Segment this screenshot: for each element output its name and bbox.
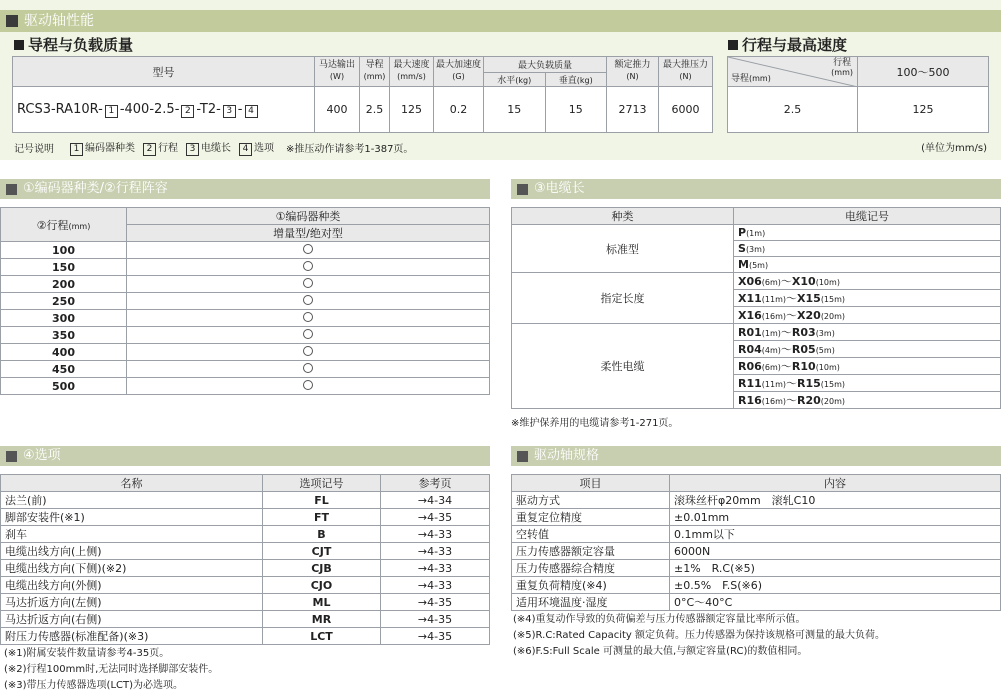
cable-type-flexible: 柔性电缆 bbox=[512, 324, 734, 409]
stroke-col-header: ②行程(mm) bbox=[1, 208, 127, 242]
push-note: ※推压动作请参考1-387页。 bbox=[286, 144, 414, 155]
drive-notes bbox=[513, 612, 885, 660]
cable-code-row: R06(6m)～R10(10m) bbox=[734, 358, 1001, 375]
legend bbox=[14, 139, 413, 156]
drive-item: 重复负荷精度(※4) bbox=[512, 577, 670, 594]
circle-icon bbox=[303, 244, 313, 254]
col-max-push: 最大推压力 (N) bbox=[659, 57, 713, 87]
performance-panel bbox=[0, 0, 1001, 160]
legend-item-1: 1 编码器种类 bbox=[68, 139, 135, 156]
val-max-accel: 0.2 bbox=[434, 87, 484, 133]
val-motor-output: 400 bbox=[315, 87, 360, 133]
col-rated-thrust: 额定推力 (N) bbox=[607, 57, 659, 87]
drive-value: 6000N bbox=[670, 543, 1001, 560]
section-marker-icon bbox=[6, 184, 17, 195]
col-horizontal: 水平(kg) bbox=[484, 73, 546, 87]
cable-code-row: R11(11m)～R15(15m) bbox=[734, 375, 1001, 392]
circle-icon bbox=[303, 278, 313, 288]
cable-col-code: 电缆记号 bbox=[734, 208, 1001, 225]
square-bullet-icon bbox=[728, 40, 738, 50]
option-note: (※3)带压力传感器选项(LCT)为必选项。 bbox=[4, 680, 184, 691]
available-mark bbox=[127, 361, 490, 378]
available-mark bbox=[127, 327, 490, 344]
option-code: B bbox=[263, 526, 381, 543]
drive-item: 驱动方式 bbox=[512, 492, 670, 509]
drive-col-item: 项目 bbox=[512, 475, 670, 492]
option-page-link[interactable]: →4-34 bbox=[381, 492, 490, 509]
col-model: 型号 bbox=[13, 57, 315, 87]
option-name: 马达折返方向(右侧) bbox=[1, 611, 263, 628]
drive-item: 适用环境温度·湿度 bbox=[512, 594, 670, 611]
val-lead: 2.5 bbox=[360, 87, 390, 133]
stroke-speed-title-text: 行程与最高速度 bbox=[742, 36, 848, 54]
speed-diag-header bbox=[728, 57, 858, 87]
stroke-row: 500 bbox=[1, 378, 127, 395]
stroke-row: 200 bbox=[1, 276, 127, 293]
legend-item-4: 4 选项 bbox=[237, 139, 274, 156]
legend-item-2: 2 行程 bbox=[141, 139, 178, 156]
cable-code-row: P(1m) bbox=[734, 225, 1001, 241]
val-horizontal: 15 bbox=[484, 87, 546, 133]
cable-code-row: R04(4m)～R05(5m) bbox=[734, 341, 1001, 358]
option-name: 电缆出线方向(外侧) bbox=[1, 577, 263, 594]
code-box-4: 4 bbox=[245, 105, 258, 118]
cable-code-row: X11(11m)～X15(15m) bbox=[734, 290, 1001, 307]
val-rated-thrust: 2713 bbox=[607, 87, 659, 133]
spec-table bbox=[12, 56, 713, 133]
option-name: 法兰(前) bbox=[1, 492, 263, 509]
code-box-1: 1 bbox=[105, 105, 118, 118]
opt-col-name: 名称 bbox=[1, 475, 263, 492]
cable-code-row: R01(1m)～R03(3m) bbox=[734, 324, 1001, 341]
available-mark bbox=[127, 378, 490, 395]
model-code: RCS3-RA10R- 1 -400-2.5- 2 -T2- 3 - 4 bbox=[13, 87, 315, 133]
cable-col-type: 种类 bbox=[512, 208, 734, 225]
drive-item: 压力传感器综合精度 bbox=[512, 560, 670, 577]
option-code: ML bbox=[263, 594, 381, 611]
option-name: 电缆出线方向(下侧)(※2) bbox=[1, 560, 263, 577]
available-mark bbox=[127, 276, 490, 293]
opt-col-code: 选项记号 bbox=[263, 475, 381, 492]
option-code: FT bbox=[263, 509, 381, 526]
circle-icon bbox=[303, 312, 313, 322]
circle-icon bbox=[303, 261, 313, 271]
option-page-link[interactable]: →4-33 bbox=[381, 577, 490, 594]
option-page-link[interactable]: →4-35 bbox=[381, 509, 490, 526]
unit-note: (单位为mm/s) bbox=[921, 143, 987, 154]
drive-value: ±0.01mm bbox=[670, 509, 1001, 526]
option-name: 脚部安装件(※1) bbox=[1, 509, 263, 526]
drive-value: ±0.5% F.S(※6) bbox=[670, 577, 1001, 594]
options-title: ④选项 bbox=[23, 448, 61, 463]
circle-icon bbox=[303, 380, 313, 390]
option-page-link[interactable]: →4-33 bbox=[381, 543, 490, 560]
option-code: CJO bbox=[263, 577, 381, 594]
stroke-range: 100～500 bbox=[858, 57, 989, 87]
available-mark bbox=[127, 259, 490, 276]
cable-note: ※维护保养用的电缆请参考1-271页。 bbox=[511, 418, 679, 429]
drive-spec-header bbox=[511, 446, 1001, 466]
stroke-row: 400 bbox=[1, 344, 127, 361]
available-mark bbox=[127, 344, 490, 361]
code-box-3: 3 bbox=[223, 105, 236, 118]
option-name: 电缆出线方向(上侧) bbox=[1, 543, 263, 560]
val-vertical: 15 bbox=[545, 87, 607, 133]
encoder-sub-header: 增量型/绝对型 bbox=[127, 225, 490, 242]
encoder-table bbox=[0, 207, 490, 395]
drive-value: 0.1mm以下 bbox=[670, 526, 1001, 543]
circle-icon bbox=[303, 295, 313, 305]
stroke-label: 行程 (mm) bbox=[831, 58, 853, 77]
performance-title: 驱动轴性能 bbox=[24, 13, 94, 29]
options-header bbox=[0, 446, 490, 466]
section-marker-icon bbox=[6, 15, 18, 27]
option-name: 附压力传感器(标准配备)(※3) bbox=[1, 628, 263, 645]
drive-note: (※5)R.C:Rated Capacity 额定负荷。压力传感器为保持该规格可测量的最大负荷。 bbox=[513, 630, 886, 641]
drive-value: 0°C～40°C bbox=[670, 594, 1001, 611]
drive-item: 压力传感器额定容量 bbox=[512, 543, 670, 560]
circle-icon bbox=[303, 346, 313, 356]
cable-title: ③电缆长 bbox=[534, 181, 585, 196]
option-code: MR bbox=[263, 611, 381, 628]
cable-table bbox=[511, 207, 1001, 409]
available-mark bbox=[127, 310, 490, 327]
drive-item: 重复定位精度 bbox=[512, 509, 670, 526]
legend-item-3: 3 电缆长 bbox=[184, 139, 231, 156]
cable-code-row: R16(16m)～R20(20m) bbox=[734, 392, 1001, 409]
stroke-row: 250 bbox=[1, 293, 127, 310]
guide-load-title bbox=[14, 34, 133, 55]
stroke-row: 450 bbox=[1, 361, 127, 378]
stroke-row: 150 bbox=[1, 259, 127, 276]
col-motor-output: 马达输出 (W) bbox=[315, 57, 360, 87]
drive-spec-table bbox=[511, 474, 1001, 611]
section-marker-icon bbox=[6, 451, 17, 462]
cable-code-row: X06(6m)～X10(10m) bbox=[734, 273, 1001, 290]
available-mark bbox=[127, 293, 490, 310]
drive-value: 滚珠丝杆φ20mm 滚轧C10 bbox=[670, 492, 1001, 509]
col-lead: 导程 (mm) bbox=[360, 57, 390, 87]
option-name: 马达折返方向(左侧) bbox=[1, 594, 263, 611]
drive-value: ±1% R.C(※5) bbox=[670, 560, 1001, 577]
options-notes bbox=[4, 646, 218, 694]
cable-type-standard: 标准型 bbox=[512, 225, 734, 273]
circle-icon bbox=[303, 329, 313, 339]
option-page-link[interactable]: →4-35 bbox=[381, 628, 490, 645]
cable-code-row: X16(16m)～X20(20m) bbox=[734, 307, 1001, 324]
available-mark bbox=[127, 242, 490, 259]
encoder-header bbox=[0, 179, 490, 199]
col-max-speed: 最大速度 (mm/s) bbox=[390, 57, 434, 87]
drive-col-value: 内容 bbox=[670, 475, 1001, 492]
drive-note: (※4)重复动作导致的负荷偏差与压力传感器额定容量比率所示值。 bbox=[513, 614, 806, 625]
stroke-speed-title bbox=[728, 34, 847, 55]
encoder-title: ①编码器种类/②行程阵容 bbox=[23, 181, 168, 196]
cable-code-row: S(3m) bbox=[734, 241, 1001, 257]
col-vertical: 垂直(kg) bbox=[545, 73, 607, 87]
col-max-load: 最大负载质量 bbox=[484, 57, 607, 73]
cable-header bbox=[511, 179, 1001, 199]
opt-col-page: 参考页 bbox=[381, 475, 490, 492]
option-code: FL bbox=[263, 492, 381, 509]
options-table bbox=[0, 474, 490, 645]
val-max-push: 6000 bbox=[659, 87, 713, 133]
encoder-col-header: ①编码器种类 bbox=[127, 208, 490, 225]
square-bullet-icon bbox=[14, 40, 24, 50]
drive-spec-title: 驱动轴规格 bbox=[534, 448, 600, 463]
option-page-link[interactable]: →4-33 bbox=[381, 526, 490, 543]
code-box-2: 2 bbox=[181, 105, 194, 118]
section-marker-icon bbox=[517, 451, 528, 462]
cable-code-row: M(5m) bbox=[734, 257, 1001, 273]
option-page-link[interactable]: →4-35 bbox=[381, 594, 490, 611]
section-marker-icon bbox=[517, 184, 528, 195]
option-page-link[interactable]: →4-33 bbox=[381, 560, 490, 577]
circle-icon bbox=[303, 363, 313, 373]
option-note: (※2)行程100mm时,无法同时选择脚部安装件。 bbox=[4, 664, 219, 675]
option-name: 刹车 bbox=[1, 526, 263, 543]
performance-header bbox=[0, 10, 1001, 32]
option-code: CJB bbox=[263, 560, 381, 577]
guide-load-title-text: 导程与负载质量 bbox=[28, 36, 134, 54]
cable-type-specified: 指定长度 bbox=[512, 273, 734, 324]
option-code: CJT bbox=[263, 543, 381, 560]
speed-table bbox=[727, 56, 989, 133]
stroke-row: 100 bbox=[1, 242, 127, 259]
option-code: LCT bbox=[263, 628, 381, 645]
legend-label: 记号说明 bbox=[14, 144, 54, 155]
drive-item: 空转值 bbox=[512, 526, 670, 543]
col-max-accel: 最大加速度 (G) bbox=[434, 57, 484, 87]
speed-value: 125 bbox=[858, 87, 989, 133]
stroke-row: 350 bbox=[1, 327, 127, 344]
option-page-link[interactable]: →4-35 bbox=[381, 611, 490, 628]
speed-lead-value: 2.5 bbox=[728, 87, 858, 133]
lead-label: 导程(mm) bbox=[731, 74, 771, 84]
drive-note: (※6)F.S:Full Scale 可测量的最大值,与额定容量(RC)的数值相同。 bbox=[513, 646, 808, 657]
val-max-speed: 125 bbox=[390, 87, 434, 133]
option-note: (※1)附属安装件数量请参考4-35页。 bbox=[4, 648, 170, 659]
stroke-row: 300 bbox=[1, 310, 127, 327]
